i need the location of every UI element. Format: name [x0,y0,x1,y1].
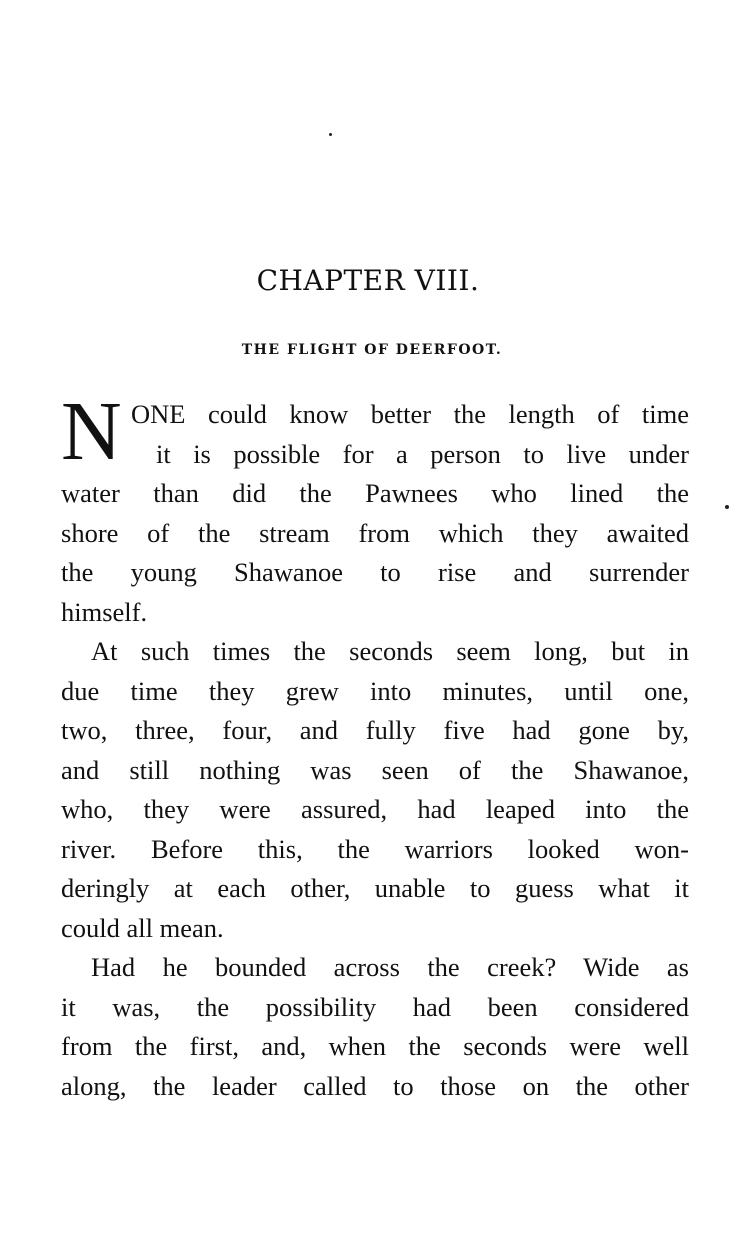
chapter-title: CHAPTER VIII. [256,264,480,297]
text-line: himself. [61,596,148,627]
text-line: due time they grew into minutes, until one, [61,675,689,706]
text-line: shore of the stream from which they awaited [61,517,689,548]
text-line: from the first, and, when the seconds were well [61,1031,689,1061]
chapter-subtitle: THE FLIGHT OF DEERFOOT. [241,342,503,358]
text-line: At such times the seconds seem long, but in [91,636,689,666]
text-line: two, three, four, and fully five had gone by, [61,715,689,745]
text-line: and still nothing was seen of the Shawanoe, [61,754,689,785]
text-line: along, the leader called to those on the other [61,1070,689,1101]
text-line: it was, the possibility had been considered [61,991,689,1022]
text-line: deringly at each other, unable to guess what it [61,873,689,903]
text-line: could all mean. [61,912,224,943]
text-line: it is possible for a person to live under [156,438,689,469]
drop-cap: N [61,385,122,478]
text-line: ONE could know better the length of time [131,399,689,429]
ink-speck [329,133,332,136]
text-line: the young Shawanoe to rise and surrender [61,557,689,587]
text-line: river. Before this, the warriors looked won- [61,833,689,864]
text-line: who, they were assured, had leaped into the [61,794,689,824]
text-line: Had he bounded across the creek? Wide as [91,952,689,982]
ink-speck [725,505,729,509]
body-text [61,385,689,1106]
text-line: water than did the Pawnees who lined the [61,478,689,508]
